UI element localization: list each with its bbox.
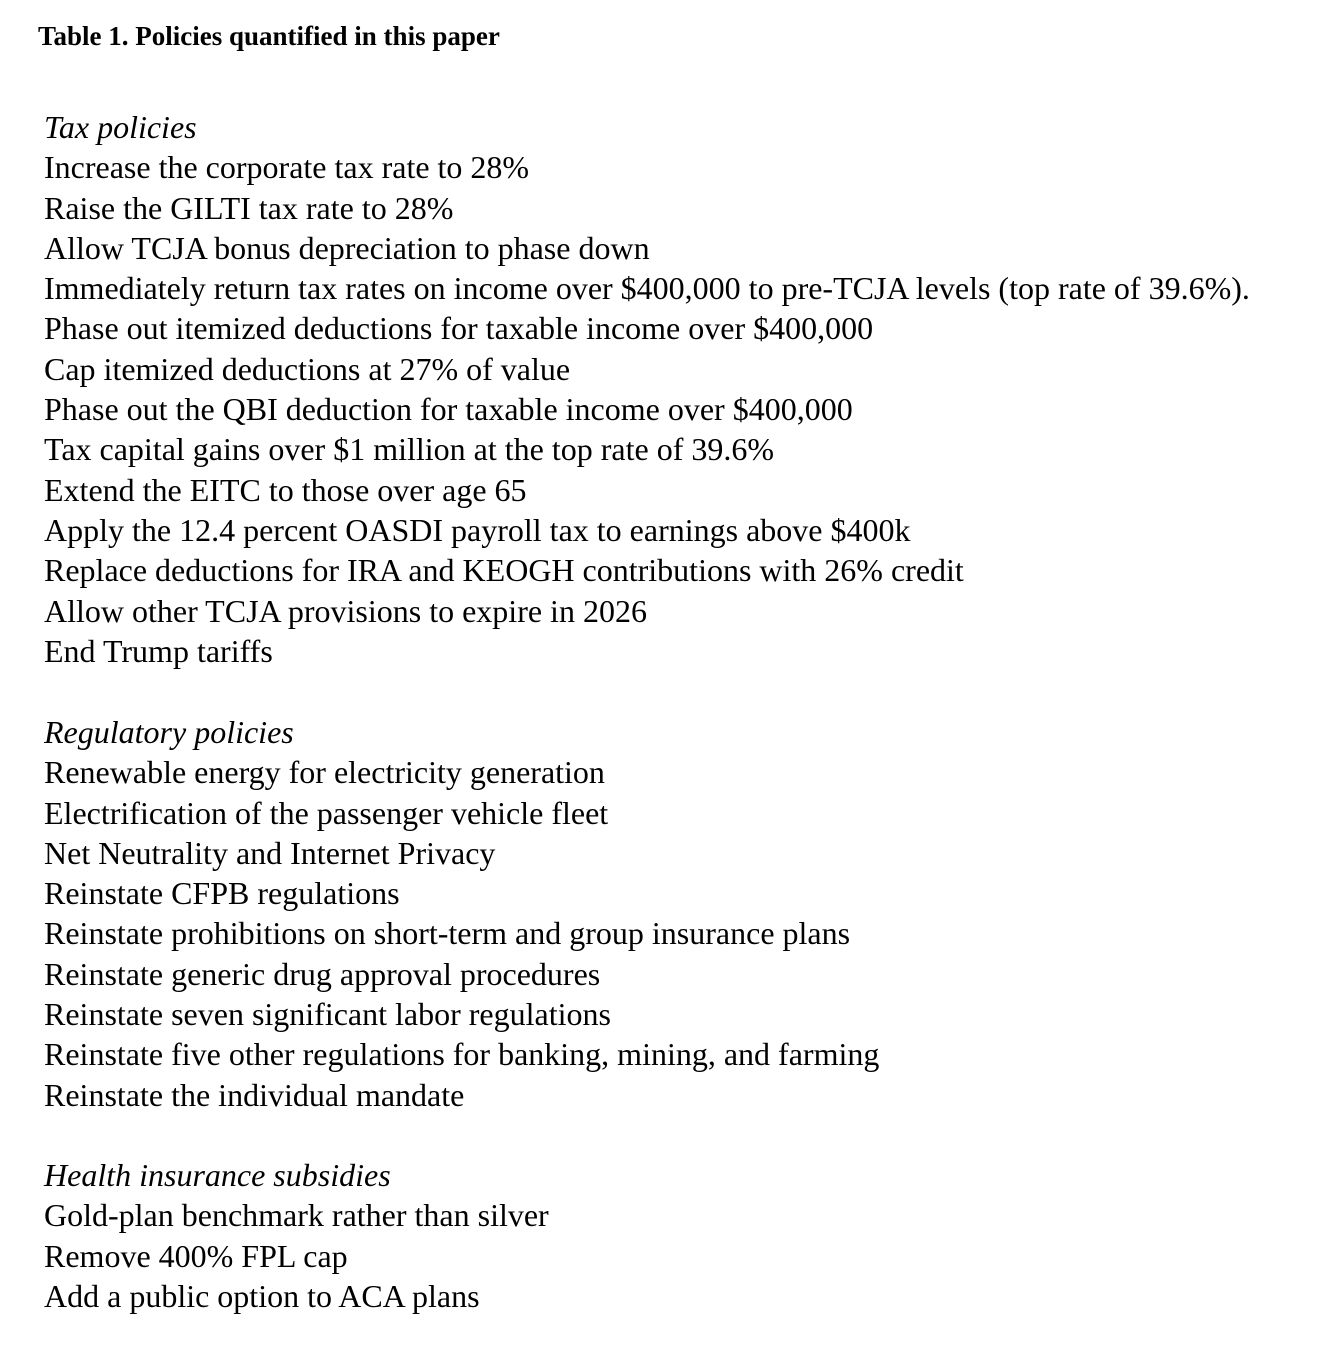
- policy-list: [44, 752, 1314, 1115]
- policy-item: Reinstate the individual mandate: [44, 1076, 465, 1113]
- policy-item: Extend the EITC to those over age 65: [44, 471, 527, 508]
- section-heading: Health insurance subsidies: [44, 1157, 391, 1193]
- policy-item: Gold-plan benchmark rather than silver: [44, 1197, 549, 1234]
- policy-item: Electrification of the passenger vehicle fleet: [44, 794, 609, 831]
- policy-item: Increase the corporate tax rate to 28%: [44, 149, 530, 186]
- policy-item: Reinstate prohibitions on short-term and group insurance plans: [44, 915, 851, 952]
- policy-item: Allow other TCJA provisions to expire in 2026: [44, 592, 647, 629]
- policy-item: Immediately return tax rates on income over $400,000 to pre-TCJA levels (top rate of 39.6%).: [44, 270, 1250, 307]
- table-title: Table 1. Policies quantified in this paper: [38, 21, 500, 51]
- policy-item: End Trump tariffs: [44, 632, 273, 669]
- policy-list: [44, 1195, 1314, 1316]
- policy-item: Phase out itemized deductions for taxable income over $400,000: [44, 310, 874, 347]
- policy-item: Reinstate generic drug approval procedures: [44, 955, 601, 992]
- policy-item: Apply the 12.4 percent OASDI payroll tax to earnings above $400k: [44, 511, 911, 548]
- policy-item: Allow TCJA bonus depreciation to phase down: [44, 229, 650, 266]
- policy-item: Net Neutrality and Internet Privacy: [44, 834, 496, 871]
- policy-item: Reinstate seven significant labor regulations: [44, 996, 611, 1033]
- policy-item: Tax capital gains over $1 million at the top rate of 39.6%: [44, 431, 774, 468]
- policy-list: [44, 147, 1314, 671]
- section-tax-policies: [44, 107, 1314, 671]
- section-heading: Tax policies: [44, 109, 197, 145]
- policy-item: Add a public option to ACA plans: [44, 1277, 480, 1314]
- policy-item: Raise the GILTI tax rate to 28%: [44, 189, 454, 226]
- policy-item: Remove 400% FPL cap: [44, 1237, 348, 1274]
- section-health-insurance-subsidies: [44, 1155, 1314, 1316]
- policy-item: Reinstate CFPB regulations: [44, 875, 400, 912]
- policy-item: Renewable energy for electricity generation: [44, 754, 605, 791]
- policy-item: Cap itemized deductions at 27% of value: [44, 350, 571, 387]
- policy-item: Phase out the QBI deduction for taxable income over $400,000: [44, 391, 853, 428]
- policy-item: Reinstate five other regulations for banking, mining, and farming: [44, 1036, 880, 1073]
- policy-item: Replace deductions for IRA and KEOGH contributions with 26% credit: [44, 552, 964, 589]
- section-regulatory-policies: [44, 712, 1314, 1115]
- section-heading: Regulatory policies: [44, 714, 294, 750]
